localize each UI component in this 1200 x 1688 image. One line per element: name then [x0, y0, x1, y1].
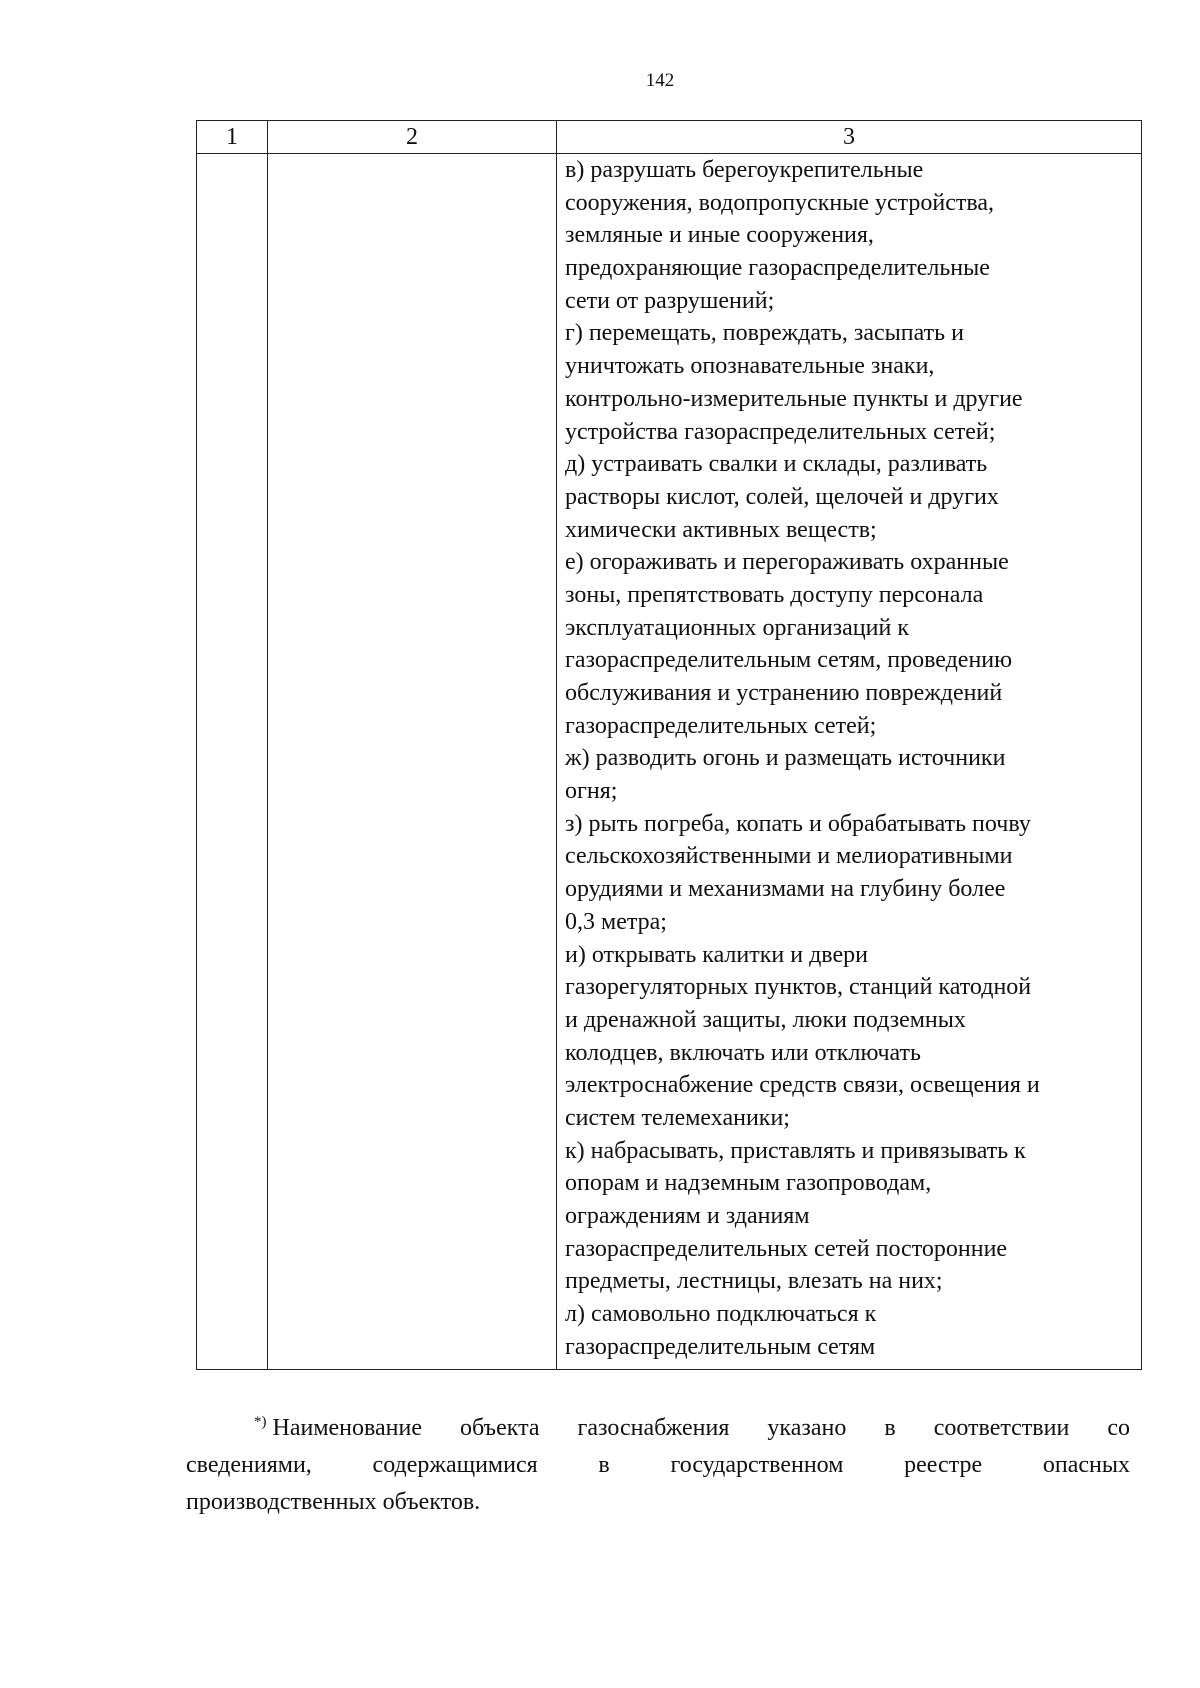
list-item: колодцев, включать или отключать [565, 1039, 921, 1066]
list-item: уничтожать опознавательные знаки, [565, 353, 935, 380]
list-item: ж) разводить огонь и размещать источники [565, 745, 1006, 772]
list-item: д) устраивать свалки и склады, разливать [565, 451, 988, 478]
list-item: земляные и иные сооружения, [565, 222, 874, 249]
list-item: ограждениям и зданиям [565, 1203, 810, 1229]
table-cell-col-3 [557, 154, 1142, 1370]
list-item: устройства газораспределительных сетей; [565, 418, 996, 445]
list-item: электроснабжение средств связи, освещения и [565, 1072, 1040, 1099]
list-item: газорегуляторных пунктов, станций катодной [565, 974, 1032, 1001]
list-item: и) открывать калитки и двери [565, 941, 868, 968]
footnote-text-1: Наименование объекта газоснабжения указано в соответствии со [272, 1415, 1130, 1441]
list-item: химически активных веществ; [565, 516, 877, 543]
list-item: опорам и надземным газопроводам, [565, 1170, 932, 1197]
page-number: 142 [645, 70, 675, 91]
column-header-3: 3 [557, 121, 1142, 154]
list-item: сельскохозяйственными и мелиоративными [565, 843, 1013, 870]
prohibitions-list [557, 154, 1141, 1363]
list-item: газораспределительным сетям [565, 1333, 876, 1360]
list-item: растворы кислот, солей, щелочей и других [565, 483, 999, 510]
list-item: систем телемеханики; [565, 1104, 790, 1131]
table-cell-col-1 [197, 154, 268, 1370]
column-header-1: 1 [197, 121, 268, 154]
footnote-line-2: сведениями, содержащимися в государственном реестре опасных [186, 1452, 1130, 1478]
list-item: и дренажной защиты, люки подземных [565, 1006, 966, 1033]
table-header-row [197, 121, 1142, 154]
list-item: газораспределительным сетям, проведению [565, 647, 1013, 674]
footnote-marker: *) [254, 1414, 267, 1430]
regulations-table [196, 120, 1142, 1370]
footnote-line-1 [186, 1404, 1130, 1447]
list-item: газораспределительных сетей; [565, 712, 877, 739]
list-item: эксплуатационных организаций к [565, 614, 909, 641]
footnote [186, 1404, 1130, 1521]
list-item: сооружения, водопропускные устройства, [565, 189, 995, 216]
list-item: л) самовольно подключаться к [565, 1301, 877, 1328]
table-row [197, 154, 1142, 1370]
list-item: зоны, препятствовать доступу персонала [565, 581, 984, 608]
list-item: 0,3 метра; [565, 908, 667, 935]
list-item: сети от разрушений; [565, 287, 775, 314]
list-item: е) огораживать и перегораживать охранные [565, 549, 1009, 576]
list-item: з) рыть погреба, копать и обрабатывать почву [565, 810, 1031, 837]
list-item: огня; [565, 778, 618, 805]
footnote-line-3: производственных объектов. [186, 1489, 481, 1515]
list-item: обслуживания и устранению повреждений [565, 680, 1003, 706]
list-item: в) разрушать берегоукрепительные [565, 157, 924, 183]
list-item: орудиями и механизмами на глубину более [565, 876, 1006, 903]
list-item: предохраняющие газораспределительные [565, 255, 990, 282]
list-item: контрольно-измерительные пункты и другие [565, 385, 1023, 412]
list-item: к) набрасывать, приставлять и привязывать к [565, 1137, 1026, 1164]
list-item: газораспределительных сетей посторонние [565, 1235, 1008, 1262]
list-item: предметы, лестницы, влезать на них; [565, 1268, 943, 1295]
list-item: г) перемещать, повреждать, засыпать и [565, 320, 964, 347]
column-header-2: 2 [268, 121, 557, 154]
table-cell-col-2 [268, 154, 557, 1370]
